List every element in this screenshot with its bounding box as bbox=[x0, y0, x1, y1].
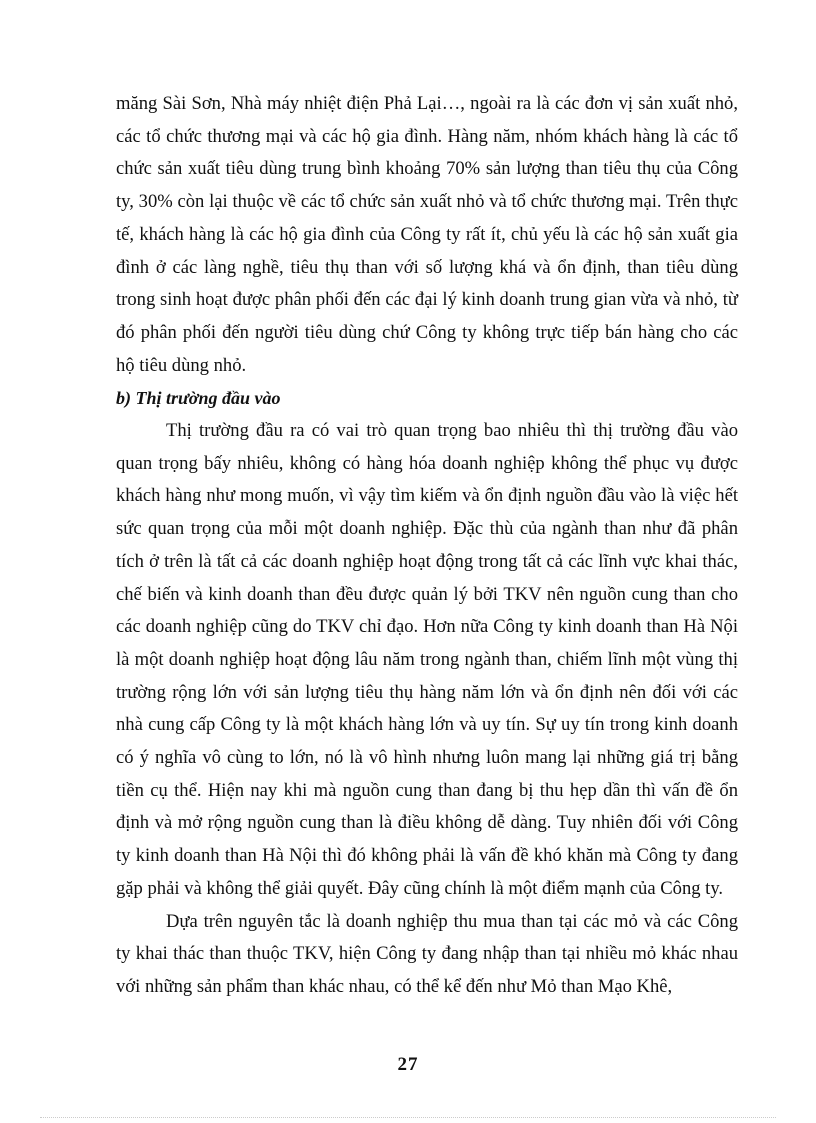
paragraph-customers: măng Sài Sơn, Nhà máy nhiệt điện Phả Lại…, ngoài ra là các đơn vị sản xuất nhỏ, các tổ chức thương mại và các hộ gia đình. Hàng năm, nhóm khách hàng là các tổ chức sản xuất tiêu dùng trung bình khoảng 70% sản lượng than tiêu thụ của Công ty, 30% còn lại thuộc về các tổ chức sản xuất nhỏ và tổ chức thương mại. Trên thực tế, khách hàng là các hộ gia đình của Công ty rất ít, chủ yếu là các hộ sản xuất gia đình ở các làng nghề, tiêu thụ than với số lượng khá và ổn định, than tiêu dùng trong sinh hoạt được phân phối đến các đại lý kinh doanh trung gian vừa và nhỏ, từ đó phân phối đến người tiêu dùng chứ Công ty không trực tiếp bán hàng cho các hộ tiêu dùng nhỏ. bbox=[116, 93, 738, 376]
paragraph-sourcing: Dựa trên nguyên tắc là doanh nghiệp thu mua than tại các mỏ và các Công ty khai thác than thuộc TKV, hiện Công ty đang nhập than tại nhiều mỏ khác nhau với những sản phẩm than khác nhau, có thể kể đến như Mỏ than Mạo Khê, bbox=[116, 910, 738, 997]
page-number: 27 bbox=[397, 1054, 419, 1075]
section-heading-input-market: b) Thị trường đầu vào bbox=[116, 388, 281, 409]
body-text bbox=[116, 88, 738, 1004]
page-bottom-divider bbox=[40, 1117, 776, 1118]
paragraph-input-market: Thị trường đầu ra có vai trò quan trọng bao nhiêu thì thị trường đầu vào quan trọng bấy nhiêu, không có hàng hóa doanh nghiệp không thể phục vụ được khách hàng như mong muốn, vì vậy tìm kiếm và ổn định nguồn đầu vào là việc hết sức quan trọng của mỗi một doanh nghiệp. Đặc thù của ngành than như đã phân tích ở trên là tất cả các doanh nghiệp hoạt động trong tất cả các lĩnh vực khai thác, chế biến và kinh doanh than đều được quản lý bởi TKV nên nguồn cung than cho các doanh nghiệp cũng do TKV chỉ đạo. Hơn nữa Công ty kinh doanh than Hà Nội là một doanh nghiệp hoạt động lâu năm trong ngành than, chiếm lĩnh một vùng thị trường rộng lớn với sản lượng tiêu thụ hàng năm lớn và ổn định nên đối với các nhà cung cấp Công ty là một khách hàng lớn và uy tín. Sự uy tín trong kinh doanh có ý nghĩa vô cùng to lớn, nó là vô hình nhưng luôn mang lại những giá trị bằng tiền cụ thể. Hiện nay khi mà nguồn cung than đang bị thu hẹp dần thì vấn đề ổn định và mở rộng nguồn cung than là điều không dễ dàng. Tuy nhiên đối với Công ty kinh doanh than Hà Nội thì đó không phải là vấn đề khó khăn mà Công ty đang gặp phải và không thể giải quyết. Đây cũng chính là một điểm mạnh của Công ty. bbox=[116, 420, 738, 899]
